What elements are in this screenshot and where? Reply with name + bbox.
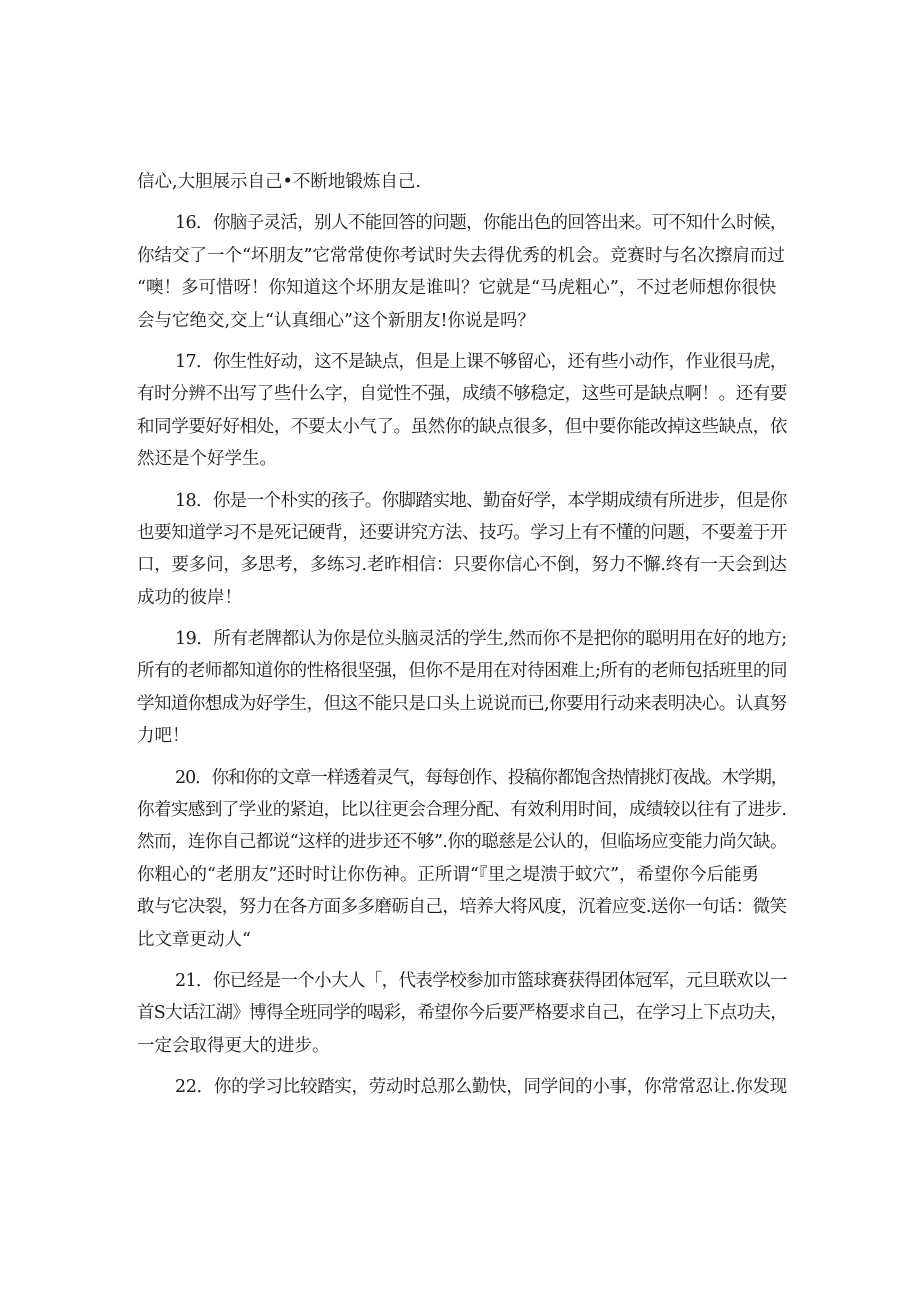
paragraph-20 [137, 762, 787, 956]
text-line: 你着实感到了学业的紧迫，比以往更会合理分配、有效利用时间，成绩较以往有了进步. [137, 800, 787, 821]
text-line: 也要知道学习不是死记硬背，还要讲究方法、技巧。学习上有不懂的问题，不要羞于开 [137, 522, 787, 543]
paragraph-19 [137, 623, 787, 753]
text-line: “噢！多可惜呀！你知道这个坏朋友是谁叫？它就是“马虎粗心”，不过老师想你很快 [137, 278, 777, 299]
text-line: 16．你脑子灵活，别人不能回答的问题，你能出色的回答出来。可不知什么时候， [175, 213, 787, 234]
comment-text-block [137, 166, 787, 1104]
paragraph-intro-tail [137, 166, 787, 198]
text-line: 比文章更动人“ [137, 929, 251, 950]
text-line: 所有的老师都知道你的性格很坚强，但你不是用在对待困难上;所有的老师包括班里的同 [137, 661, 787, 682]
text-line: 然而，连你自己都说“这样的进步还不够”.你的聪慈是公认的，但临场应变能力尚欠缺。 [137, 832, 787, 853]
text-line: 有时分辨不出写了些什么字，自觉性不强，成绩不够稳定，这些可是缺点啊！。还有要 [137, 384, 787, 405]
text-line: 口，要多问，多思考，多练习.老昨相信：只要你信心不倒，努力不懈.终有一天会到达 [137, 555, 787, 576]
text-line: 你结交了一个“坏朋友”它常常使你考试时失去得优秀的机会。竞赛时与名次擦肩而过 [137, 245, 785, 266]
paragraph-18 [137, 485, 787, 615]
paragraph-17 [137, 346, 787, 476]
text-line: 21．你已经是一个小大人「，代表学校参加市篮球赛获得团体冠军，元旦联欢以一 [175, 970, 787, 991]
text-line: 学知道你想成为好学生，但这不能只是口头上说说而已,你要用行动来表明决心。认真努 [137, 693, 787, 714]
paragraph-16 [137, 207, 787, 337]
text-line: 成功的彼岸！ [137, 587, 242, 608]
text-line: 信心,大胆展示自己•不断地锻炼自己. [137, 172, 421, 192]
text-line: 首S大话江湖》博得全班同学的喝彩，希望你今后要严格要求自己，在学习上下点功夫， [137, 1003, 787, 1024]
paragraph-21 [137, 965, 787, 1062]
text-line: 20．你和你的文章一样透着灵气，每每创作、投稿你都饱含热情挑灯夜战。木学期， [175, 767, 788, 788]
text-line: 19．所有老牌都认为你是位头脑灵活的学生,然而你不是把你的聪明用在好的地方; [175, 629, 787, 650]
text-line: 力吧！ [137, 726, 190, 747]
text-line: 和同学要好好相处，不要太小气了。虽然你的缺点很多，但中要你能改掉这些缺点，依 [137, 416, 787, 437]
text-line: 敢与它决裂，努力在各方面多多磨砺自己，培养大将风度，沉着应变.送你一句话：微笑 [137, 897, 787, 918]
text-line: 你粗心的“老朋友”还时时让你伤神。正所谓“『里之堤溃于蚊穴”，希望你今后能勇 [137, 864, 760, 885]
text-line: 然还是个好学生。 [137, 449, 277, 470]
text-line: 17．你生性好动，这不是缺点，但是上课不够留心，还有些小动作，作业很马虎， [175, 351, 787, 372]
text-line: 22．你的学习比较踏实，劳动时总那么勤快，同学间的小事，你常常忍让.你发现 [175, 1077, 787, 1098]
text-line: 一定会取得更大的进步。 [137, 1035, 330, 1056]
text-line: 18．你是一个朴实的孩子。你脚踏实地、勤奋好学，本学期成绩有所进步，但是你 [175, 490, 787, 511]
paragraph-22 [137, 1071, 787, 1103]
text-line: 会与它绝交,交上“认真细心”这个新朋友!你说是吗？ [137, 310, 535, 331]
